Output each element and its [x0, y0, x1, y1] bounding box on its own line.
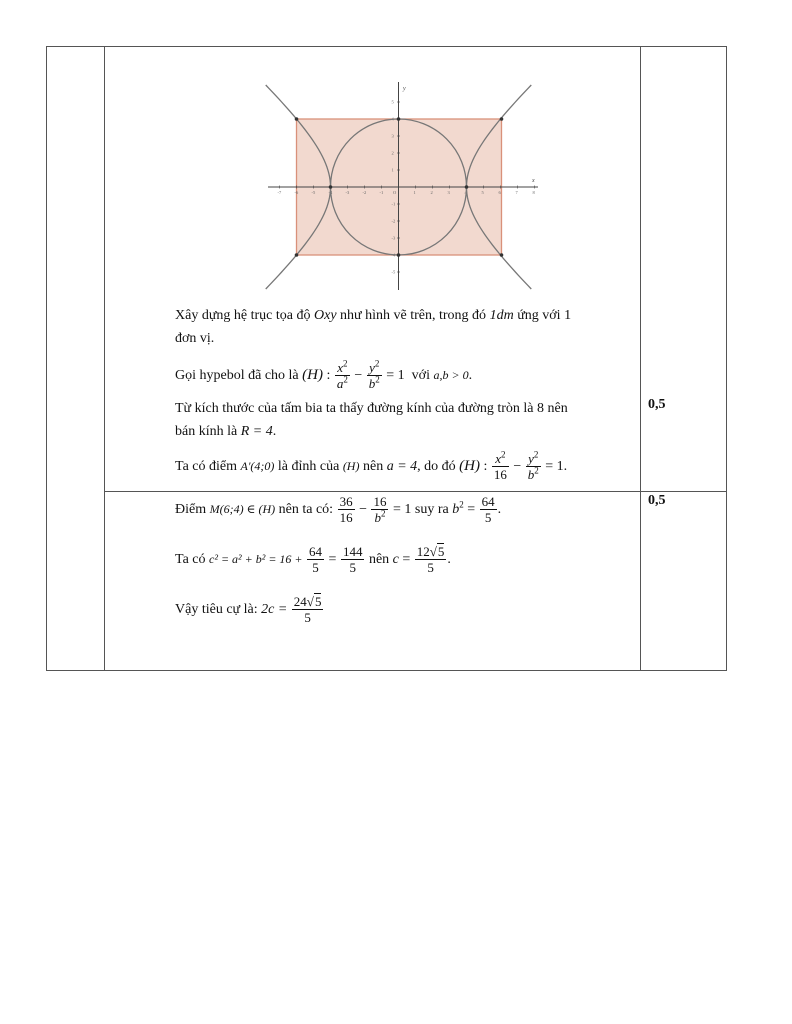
- score-row-2: 0,5: [648, 493, 666, 508]
- x-tick-label: -6: [294, 190, 299, 195]
- hyperbola-figure: [262, 80, 546, 292]
- line-vertex: Ta có điểm A'(4;0) là đỉnh của (H) nên a = 4, do đó (H) : $\frac{x^2}{16}$ − $\frac{y^2}{b^2}$ = 1.: [175, 449, 568, 483]
- y-tick-label: 2: [391, 150, 394, 156]
- y-tick-label: -4: [391, 252, 396, 258]
- line-diameter: Từ kích thước của tấm bia ta thấy đường kính của đường tròn là 8 nên: [175, 401, 568, 416]
- y-tick-label: -2: [391, 218, 396, 224]
- x-tick-label: 1: [413, 190, 416, 195]
- x-tick-label: -5: [311, 190, 316, 195]
- score-row-1: 0,5: [648, 397, 666, 412]
- line-focal-distance: Vậy tiêu cự là: 2c = $\frac{24√5}{5}$: [175, 594, 322, 626]
- x-tick-label: -4: [328, 190, 333, 195]
- point-circle-bottom: [397, 253, 401, 257]
- x-tick-label: 6: [498, 190, 501, 195]
- column-divider-1: [104, 47, 105, 670]
- x-tick-label: 2: [430, 190, 433, 195]
- point-rect-bottom-right: [500, 253, 504, 257]
- line-radius: bán kính là R = 4.: [175, 424, 277, 439]
- x-tick-label: -1: [379, 190, 384, 195]
- x-axis-label: x: [532, 178, 535, 184]
- point-vertex-right: [465, 185, 469, 189]
- x-tick-label: 3: [447, 190, 450, 195]
- y-tick-label: 1: [391, 167, 394, 173]
- column-divider-2: [640, 47, 641, 670]
- y-tick-label: 5: [391, 99, 394, 105]
- x-tick-label: 4: [464, 190, 467, 195]
- point-vertex-left: [329, 185, 333, 189]
- x-tick-label: 7: [515, 190, 518, 195]
- line-c-squared: Ta có c² = a² + b² = 16 + $\frac{64}{5}$ = $\frac{144}{5}$ nên c = $\frac{12√5}{5}$ .: [175, 544, 451, 576]
- y-tick-label: 4: [391, 116, 394, 122]
- x-tick-label: -3: [345, 190, 350, 195]
- point-rect-top-right: [500, 117, 504, 121]
- x-tick-label: -7: [277, 190, 282, 195]
- line-coordinate-system: Xây dựng hệ trục tọa độ Oxy như hình vẽ trên, trong đó 1dm ứng với 1: [175, 308, 572, 323]
- line-point-m: Điểm M(6;4) ∈ (H) nên ta có: $\frac{36}{16}$ − $\frac{16}{b^2}$ = 1 suy ra $b^2$ = $\frac{64}{5}$ .: [175, 494, 502, 526]
- point-circle-top: [397, 117, 401, 121]
- origin-label: O: [393, 190, 397, 195]
- y-tick-label: -5: [391, 269, 396, 275]
- y-tick-label: -1: [391, 201, 396, 207]
- y-tick-label: 3: [391, 133, 394, 139]
- y-axis-label: y: [403, 86, 406, 92]
- x-tick-label: -2: [362, 190, 367, 195]
- line-unit: đơn vị.: [175, 331, 215, 346]
- y-tick-label: -3: [391, 235, 396, 241]
- x-tick-label: 8: [532, 190, 535, 195]
- point-rect-top-left: [295, 117, 299, 121]
- point-rect-bottom-left: [295, 253, 299, 257]
- line-hyperbola-definition: Gọi hypebol đã cho là (H) : $\frac{x^2}{a^2}$ − $\frac{y^2}{b^2}$ = 1 với a,b > 0.: [175, 358, 473, 392]
- x-tick-label: 5: [481, 190, 484, 195]
